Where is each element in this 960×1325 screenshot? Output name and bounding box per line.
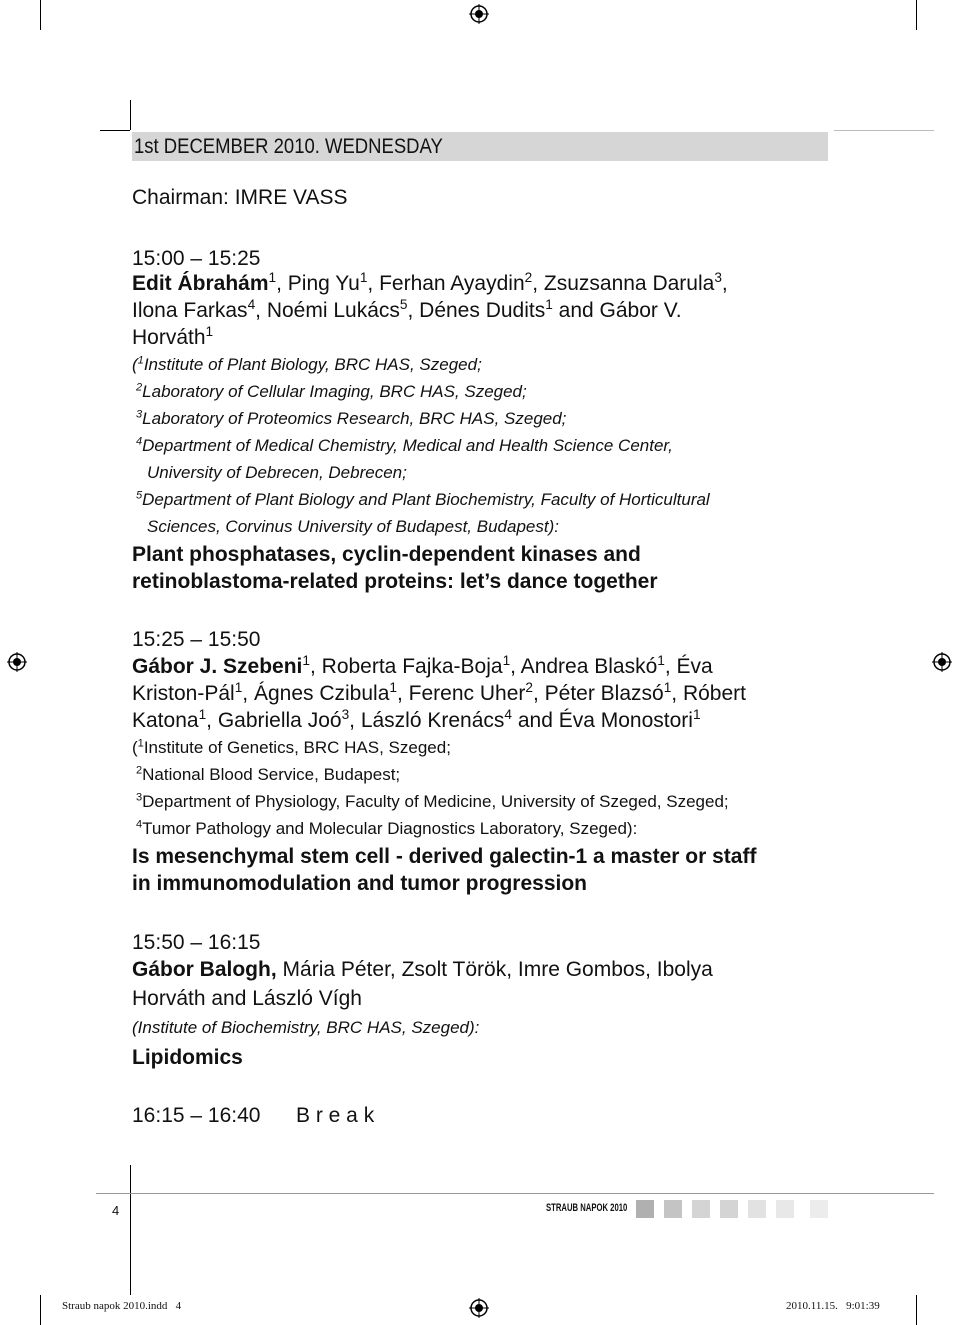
separator: , (721, 272, 728, 295)
talk1-title: retinoblastoma-related proteins: let’s dance together (132, 570, 658, 593)
talk2-authors-line3: Katona$^1$, Gabriella Joó$^3$, László Krenács$^4$ and Éva Monostori$^1$ (132, 707, 701, 732)
decor-square (776, 1200, 794, 1218)
talk1-authors-line3: Horváth$^1$ (132, 324, 214, 349)
crop-mark (130, 1165, 131, 1295)
crop-mark (834, 130, 934, 131)
registration-mark-icon (7, 652, 27, 672)
talk3-title: Lipidomics (132, 1046, 243, 1069)
talk2-authors-line1: Gábor J. Szebeni$^1$, Roberta Fajka-Boja$^1$, Andrea Blaskó$^1$, Éva (132, 653, 713, 678)
talk3-affiliation: (Institute of Biochemistry, BRC HAS, Szeged): (132, 1018, 480, 1037)
author: , Dénes Dudits (407, 299, 546, 322)
decor-square (664, 1200, 682, 1218)
talk2-affiliation: ($^1$Institute of Genetics, BRC HAS, Szeged; (132, 737, 451, 757)
author: , Zsuzsanna Darula (532, 272, 715, 295)
decor-square (720, 1200, 738, 1218)
author: , Ping Yu (276, 272, 360, 295)
talk1-time: 15:00 – 15:25 (132, 247, 261, 270)
talk2-affiliation: $^3$Department of Physiology, Faculty of Medicine, University of Szeged, Szeged; (136, 791, 729, 811)
break-time: 16:15 – 16:40 (132, 1104, 261, 1127)
timestamp: 2010.11.15. 9:01:39 (786, 1300, 880, 1312)
author: Ilona Farkas (132, 299, 248, 322)
decor-square (748, 1200, 766, 1218)
talk1-affiliation: $^2$Laboratory of Cellular Imaging, BRC HAS, Szeged; (136, 381, 527, 401)
chairman-line: Chairman: IMRE VASS (132, 186, 348, 209)
talk2-affiliation: $^4$Tumor Pathology and Molecular Diagnostics Laboratory, Szeged): (136, 818, 638, 838)
crop-mark (130, 100, 131, 130)
talk1-affiliation: $^3$Laboratory of Proteomics Research, BRC HAS, Szeged; (136, 408, 567, 428)
crop-mark (916, 1295, 917, 1325)
talk2-time: 15:25 – 15:50 (132, 628, 261, 651)
author: , Noémi Lukács (255, 299, 400, 322)
talk1-affiliation: Sciences, Corvinus University of Budapest, Budapest): (147, 517, 559, 536)
talk1-affiliation: $^4$Department of Medical Chemistry, Medical and Health Science Center, (136, 435, 673, 455)
presenter: Gábor Balogh, (132, 958, 277, 981)
talk1-affiliation: University of Debrecen, Debrecen; (147, 463, 407, 482)
registration-mark-icon (932, 652, 952, 672)
talk2-affiliation: $^2$National Blood Service, Budapest; (136, 764, 401, 784)
break-label: B r e a k (296, 1104, 375, 1127)
crop-mark (916, 0, 917, 30)
talk3-authors-line2: Horváth and László Vígh (132, 987, 362, 1010)
author: Horváth (132, 326, 206, 349)
talk2-authors-line2: Kriston-Pál$^1$, Ágnes Czibula$^1$, Ferenc Uher$^2$, Péter Blazsó$^1$, Róbert (132, 680, 746, 705)
talk1-authors-line2: Ilona Farkas$^4$, Noémi Lukács$^5$, Dénes Dudits$^1$ and Gábor V. (132, 297, 682, 322)
presenter: Gábor J. Szebeni (132, 655, 303, 678)
talk3-time: 15:50 – 16:15 (132, 931, 261, 954)
author: , Ferhan Ayaydin (367, 272, 525, 295)
crop-mark (40, 0, 41, 30)
decor-square (636, 1200, 654, 1218)
talk1-affiliation: $^5$Department of Plant Biology and Plant Biochemistry, Faculty of Horticultural (136, 489, 710, 509)
decor-square (692, 1200, 710, 1218)
crop-mark (100, 130, 130, 131)
talk1-affiliation: ($^1$Institute of Plant Biology, BRC HAS, Szeged; (132, 354, 482, 374)
crop-mark (40, 1295, 41, 1325)
file-name: Straub napok 2010.indd 4 (62, 1300, 182, 1312)
footer-rule (96, 1193, 934, 1194)
decor-square (810, 1200, 828, 1218)
presenter: Edit Ábrahám (132, 272, 269, 295)
page-number: 4 (112, 1203, 120, 1218)
talk1-title: Plant phosphatases, cyclin-dependent kinases and (132, 543, 641, 566)
talk2-title: Is mesenchymal stem cell - derived galectin-1 a master or staff (132, 845, 757, 868)
author: and Gábor V. (552, 299, 682, 322)
talk2-title: in immunomodulation and tumor progression (132, 872, 587, 895)
registration-mark-icon (469, 1298, 489, 1318)
registration-mark-icon (469, 4, 489, 24)
date-header: 1st DECEMBER 2010. WEDNESDAY (134, 135, 443, 158)
talk3-authors-line1: Gábor Balogh, Mária Péter, Zsolt Török, Imre Gombos, Ibolya (132, 958, 713, 981)
journal-name: STRAUB NAPOK 2010 (546, 1202, 628, 1214)
talk1-authors-line1: Edit Ábrahám$^1$, Ping Yu$^1$, Ferhan Ayaydin$^2$, Zsuzsanna Darula$^3$, (132, 270, 728, 295)
